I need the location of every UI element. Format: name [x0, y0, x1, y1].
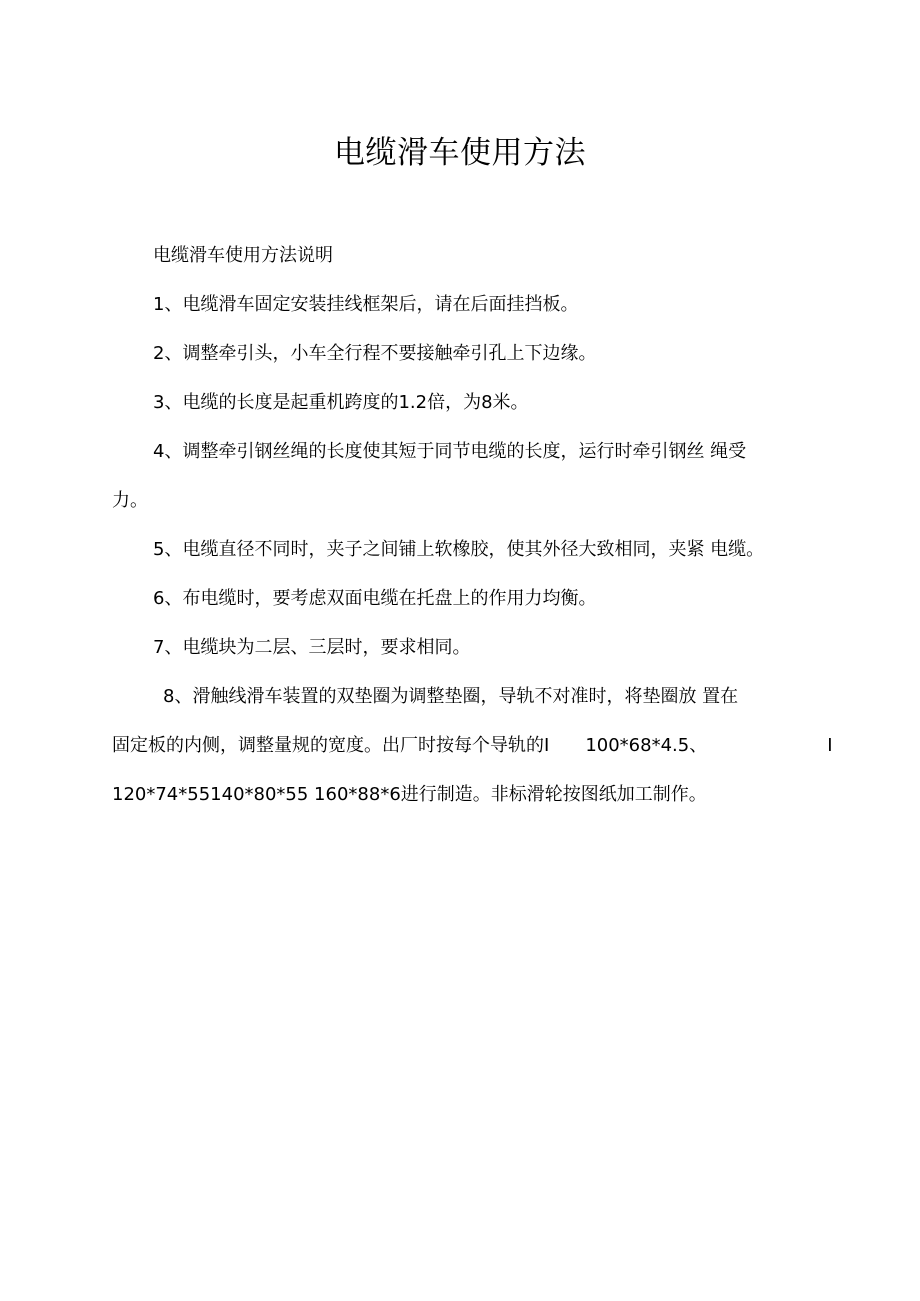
item-4-continued: 力。	[112, 490, 148, 511]
item-5: 5、电缆直径不同时，夹子之间铺上软橡胶，使其外径大致相同，夹紧 电缆。	[153, 539, 765, 560]
item-8-line-2-text: 固定板的内侧，调整量规的宽度。出厂时按每个导轨的I	[112, 735, 550, 756]
item-1: 1、电缆滑车固定安装挂线框架后，请在后面挂挡板。	[153, 294, 579, 315]
item-8-line-3: 120*74*55140*80*55 160*88*6进行制造。非标滑轮按图纸加工制作。	[112, 784, 707, 805]
item-6: 6、布电缆时，要考虑双面电缆在托盘上的作用力均衡。	[153, 588, 597, 609]
item-8-spec-1: 100*68*4.5、	[585, 735, 708, 756]
item-3: 3、电缆的长度是起重机跨度的1.2倍，为8米。	[153, 392, 529, 413]
item-4: 4、调整牵引钢丝绳的长度使其短于同节电缆的长度，运行时牵引钢丝 绳受	[153, 441, 747, 462]
item-8-spec-2: I	[827, 735, 833, 756]
item-2: 2、调整牵引头，小车全行程不要接触牵引孔上下边缘。	[153, 343, 597, 364]
intro-line: 电缆滑车使用方法说明	[153, 245, 333, 266]
item-8-line-2	[112, 733, 833, 759]
item-7: 7、电缆块为二层、三层时，要求相同。	[153, 637, 471, 658]
item-8: 8、滑触线滑车装置的双垫圈为调整垫圈，导轨不对准时，将垫圈放 置在	[163, 686, 739, 707]
page-title: 电缆滑车使用方法	[334, 135, 586, 171]
